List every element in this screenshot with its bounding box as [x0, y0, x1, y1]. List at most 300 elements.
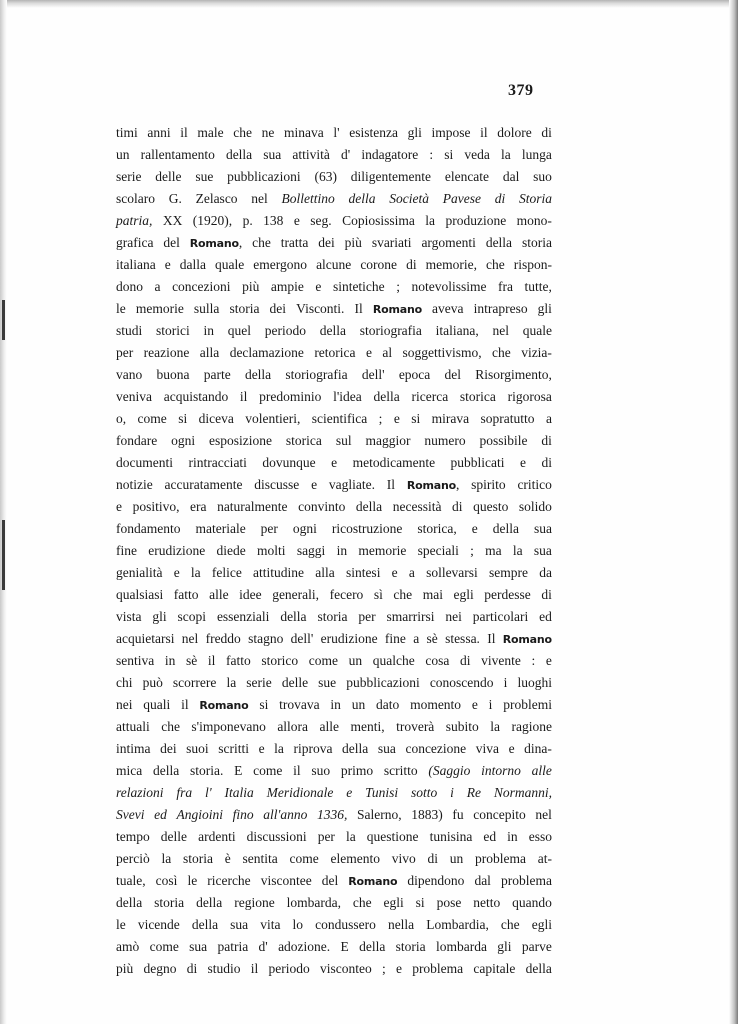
word: delle [155, 169, 182, 184]
word: della [196, 895, 223, 910]
word: può [142, 675, 163, 690]
text-line [116, 122, 552, 144]
word: chi [116, 675, 133, 690]
word: concezione [405, 741, 467, 756]
word: l'idea [333, 389, 362, 404]
word: in [203, 323, 214, 338]
word: indagatore [361, 147, 419, 162]
word: alla [315, 565, 335, 580]
word: sì [373, 587, 383, 602]
word: attività [292, 147, 330, 162]
word: p. [242, 213, 253, 228]
text-line [116, 452, 552, 474]
word: (1920), [192, 213, 233, 228]
word: vizia- [521, 345, 552, 360]
word: Romano [372, 303, 422, 316]
word: naturalmente [217, 499, 288, 514]
word: storiografia [285, 367, 348, 382]
word: questione [366, 829, 419, 844]
word: più [242, 279, 260, 294]
word: amò [116, 939, 140, 954]
word: all'anno [263, 807, 308, 822]
word: s'imponevano [191, 719, 266, 734]
word: declamazione [229, 345, 304, 360]
word: 138 [263, 213, 284, 228]
word: problema [475, 851, 526, 866]
word: viva [475, 741, 499, 756]
word: alle [209, 587, 229, 602]
word: pose [436, 895, 462, 910]
word: si [444, 147, 454, 162]
word: e [520, 455, 526, 470]
word: vivente [481, 653, 521, 668]
word: a [154, 279, 161, 294]
word: tempo [116, 829, 150, 844]
word: sua [533, 543, 552, 558]
text-line [116, 474, 552, 496]
word: ricostruzione [331, 521, 403, 536]
word: (63) [314, 169, 337, 184]
word: nel [535, 807, 552, 822]
word: un [351, 697, 366, 712]
word: il [293, 763, 301, 778]
word: Società [389, 191, 429, 206]
word: esposizione [209, 433, 273, 448]
word: quale [522, 323, 552, 338]
word: maggior [365, 433, 411, 448]
scan-left-edge [0, 0, 7, 1024]
word: critico [517, 477, 552, 492]
word: metodicamente [352, 455, 436, 470]
word: dalla [179, 257, 207, 272]
word: degno [143, 961, 177, 976]
word: storica [285, 433, 322, 448]
word: seg. [310, 213, 332, 228]
word: il [239, 389, 248, 404]
word: mono- [516, 213, 552, 228]
text-line [116, 716, 552, 738]
word: E [340, 939, 349, 954]
word: si [178, 411, 188, 426]
word: (Saggio [428, 763, 471, 778]
word: qualsiasi [116, 587, 164, 602]
word: delle [281, 675, 309, 690]
word: scientifica [311, 411, 368, 426]
word: quando [512, 895, 552, 910]
word: le [187, 873, 198, 888]
word: accuratamente [164, 477, 243, 492]
word: visconteo [319, 961, 372, 976]
word: della [485, 235, 513, 250]
word: si [415, 895, 425, 910]
word: intorno [481, 763, 521, 778]
word: stagno [248, 631, 284, 646]
word: sentiva [116, 653, 155, 668]
word: diligentemente [350, 169, 432, 184]
word: problema [412, 961, 464, 976]
word: scritti [218, 741, 249, 756]
text-line [116, 408, 552, 430]
word: più [116, 961, 134, 976]
word: erudizione [148, 543, 206, 558]
word: rallentamento [140, 147, 215, 162]
word: ne [261, 125, 275, 140]
word: lo [292, 917, 304, 932]
word: come [289, 851, 319, 866]
word: il [207, 653, 216, 668]
word: fondare [116, 433, 158, 448]
word: dei [160, 741, 177, 756]
word: memorie [135, 301, 184, 316]
word: di [406, 257, 417, 272]
word: Meridionale [266, 785, 334, 800]
word: lombarda, [286, 895, 341, 910]
word: storia [521, 235, 552, 250]
word: la [190, 565, 201, 580]
word: speciali [417, 543, 459, 558]
word: in [507, 829, 518, 844]
word: cosa [425, 653, 450, 668]
word: intrapreso [473, 301, 528, 316]
text-line [116, 892, 552, 914]
word: ragione [511, 719, 552, 734]
word: della [348, 191, 376, 206]
word: suo [533, 169, 552, 184]
word: conoscendo [429, 675, 494, 690]
word: ; [378, 411, 383, 426]
word: Il [386, 477, 396, 492]
word: concepito [473, 807, 526, 822]
word: della [153, 763, 180, 778]
word: problemi [503, 697, 552, 712]
word: che [161, 719, 180, 734]
word: anni [147, 125, 171, 140]
word: sempre [489, 565, 528, 580]
word: come [308, 653, 339, 668]
word: che [492, 345, 511, 360]
word: e [173, 565, 180, 580]
word: Bollettino [281, 191, 335, 206]
word: di [541, 587, 552, 602]
word: così [155, 873, 178, 888]
word: dell' [361, 367, 385, 382]
word: o, [116, 411, 127, 426]
word: riprova [293, 741, 333, 756]
word: discusse [254, 477, 300, 492]
word: che [233, 125, 253, 140]
word: tunisina [429, 829, 473, 844]
word: i [503, 675, 508, 690]
word: Storia [518, 191, 552, 206]
word: dono [116, 279, 143, 294]
word: memorie [358, 543, 407, 558]
word: perdesse [484, 587, 531, 602]
word: del [444, 367, 462, 382]
word: gli [152, 609, 167, 624]
word: fecero [329, 587, 364, 602]
word: ma [485, 543, 502, 558]
word: soggettivismo, [402, 345, 482, 360]
word: di [427, 851, 438, 866]
word: sintetiche [332, 279, 385, 294]
word: scolaro [116, 191, 155, 206]
word: la [425, 213, 436, 228]
word: idee [239, 587, 262, 602]
word: della [244, 367, 272, 382]
word: Tunisi [365, 785, 399, 800]
word: numero [424, 433, 466, 448]
word: sopratutto [480, 411, 535, 426]
word: pubblicazioni [346, 675, 420, 690]
word: di [186, 961, 198, 976]
word: convinto [298, 499, 346, 514]
word: un [449, 851, 464, 866]
word: patria, [116, 213, 153, 228]
word: fino [232, 807, 254, 822]
word: italiana [116, 257, 156, 272]
word: e [346, 785, 353, 800]
word: Zelasco [195, 191, 238, 206]
word: storico [261, 653, 299, 668]
word: tutte, [524, 279, 552, 294]
word: gli [407, 125, 422, 140]
text-line [116, 430, 552, 452]
text-line [116, 826, 552, 848]
word: dolore [497, 125, 532, 140]
word: nei [445, 609, 462, 624]
word: del [163, 235, 180, 250]
word: gli [537, 301, 552, 316]
word: per [260, 521, 278, 536]
word: mirava [431, 411, 470, 426]
word: l' [205, 785, 212, 800]
word: ricerche [207, 873, 251, 888]
word: l' [333, 125, 340, 140]
word: italiana, [435, 323, 479, 338]
word: che [485, 257, 505, 272]
word: ; [381, 961, 386, 976]
word: questo [473, 499, 509, 514]
word: per [358, 609, 376, 624]
word: della [280, 609, 307, 624]
text-line [116, 188, 552, 210]
word: di [460, 653, 471, 668]
word: Copiosissima [342, 213, 415, 228]
word: Pavese [442, 191, 481, 206]
word: studi [116, 323, 143, 338]
word: al [382, 345, 393, 360]
word: patria [217, 939, 249, 954]
word: periodo [264, 323, 306, 338]
word: Visconti. [296, 301, 345, 316]
word: della [359, 939, 386, 954]
word: scritto [383, 763, 418, 778]
text-line [116, 628, 552, 650]
word: dell' [290, 631, 314, 646]
binding-mark [2, 520, 5, 590]
word: i [450, 785, 454, 800]
word: primo [340, 763, 374, 778]
word: i [488, 697, 493, 712]
word: scopi [177, 609, 207, 624]
text-line [116, 782, 552, 804]
word: condussero [315, 917, 376, 932]
word: vivo [391, 851, 416, 866]
word: capitale [473, 961, 516, 976]
word: impose [431, 125, 471, 140]
word: fatto [173, 587, 199, 602]
word: a [545, 411, 552, 426]
word: ed [154, 807, 167, 822]
word: regione [234, 895, 275, 910]
word: vano [116, 367, 143, 382]
word: e [393, 411, 400, 426]
word: il [180, 125, 188, 140]
word: reazione [143, 345, 190, 360]
word: di [494, 191, 506, 206]
word: periodo [268, 961, 310, 976]
word: suo [311, 763, 331, 778]
word: e [258, 741, 265, 756]
word: Il [487, 631, 496, 646]
word: concezioni [172, 279, 231, 294]
word: vicende [137, 917, 180, 932]
word: dina- [524, 741, 552, 756]
word: mai [422, 587, 443, 602]
word: sua [533, 521, 552, 536]
word: attitudine [253, 565, 305, 580]
word: come [149, 939, 179, 954]
word: e [293, 213, 300, 228]
word: studio [207, 961, 241, 976]
word: tuale, [116, 873, 146, 888]
word: esistenza [349, 125, 398, 140]
word: sue [318, 675, 337, 690]
word: notevolissime [411, 279, 487, 294]
word: della [525, 961, 552, 976]
word: generali, [272, 587, 320, 602]
word: alle [319, 719, 340, 734]
word: G. [168, 191, 182, 206]
word: del [321, 873, 339, 888]
word: acquistando [163, 389, 229, 404]
word: ogni [292, 521, 317, 536]
text-line [116, 276, 552, 298]
word: sentita [242, 851, 278, 866]
word: il [181, 697, 189, 712]
word: e [391, 565, 398, 580]
word: si [411, 411, 421, 426]
word: mica [116, 763, 143, 778]
word: minava [284, 125, 324, 140]
word: rispon- [513, 257, 552, 272]
word: possibile [479, 433, 528, 448]
word: era [190, 499, 207, 514]
text-line [116, 650, 552, 672]
word: sintesi [345, 565, 381, 580]
word: Angioini [176, 807, 223, 822]
word: memorie, [425, 257, 477, 272]
word: rintracciati [188, 455, 247, 470]
word: della [116, 895, 143, 910]
text-line [116, 694, 552, 716]
word: sua [189, 939, 208, 954]
word: alcune [316, 257, 352, 272]
word: male [197, 125, 224, 140]
word: dei [318, 235, 335, 250]
word: essenziali [216, 609, 270, 624]
word: saggi [296, 543, 326, 558]
word: nel [181, 631, 199, 646]
word: lunga [521, 147, 552, 162]
text-line [116, 496, 552, 518]
word: egli [383, 895, 404, 910]
word: storia. [190, 763, 224, 778]
word: storia [395, 939, 426, 954]
text-line [116, 870, 552, 892]
word: per [317, 829, 335, 844]
word: necessità [392, 499, 442, 514]
word: XX [162, 213, 183, 228]
word: ogni [171, 433, 196, 448]
word: d' [341, 147, 351, 162]
word: sul [335, 433, 352, 448]
word: pubblicazioni [227, 169, 301, 184]
word: parve [521, 939, 552, 954]
word: sua [263, 147, 282, 162]
word: produzione [445, 213, 507, 228]
word: elencate [444, 169, 490, 184]
word: ampie [270, 279, 304, 294]
word: che [500, 917, 520, 932]
word: spirito [471, 477, 506, 492]
word: menti, [350, 719, 385, 734]
text-line [116, 298, 552, 320]
word: stessa. [445, 631, 480, 646]
word: svariati [371, 235, 412, 250]
word: esso [528, 829, 552, 844]
word: relazioni [116, 785, 164, 800]
word: Romano [348, 875, 398, 888]
word: at- [537, 851, 552, 866]
text-line [116, 584, 552, 606]
word: le [116, 917, 126, 932]
word: dipendono [407, 873, 465, 888]
word: si [259, 697, 269, 712]
word: il [250, 961, 259, 976]
word: la [501, 147, 511, 162]
body-text [116, 122, 552, 980]
scan-right-edge [729, 0, 738, 1024]
word: gli [497, 939, 512, 954]
word: sollevarsi [426, 565, 478, 580]
word: Salerno, [357, 807, 402, 822]
word: problema [500, 873, 552, 888]
word: la [161, 851, 172, 866]
word: a [413, 631, 420, 646]
word: sulla [193, 301, 220, 316]
word: un [116, 147, 130, 162]
text-line [116, 320, 552, 342]
word: più [344, 235, 362, 250]
word: nei [116, 697, 133, 712]
word: quale [215, 257, 245, 272]
text-line [116, 958, 552, 980]
text-line [116, 254, 552, 276]
word: ed [539, 609, 552, 624]
word: momento [410, 697, 462, 712]
word: felice [211, 565, 242, 580]
